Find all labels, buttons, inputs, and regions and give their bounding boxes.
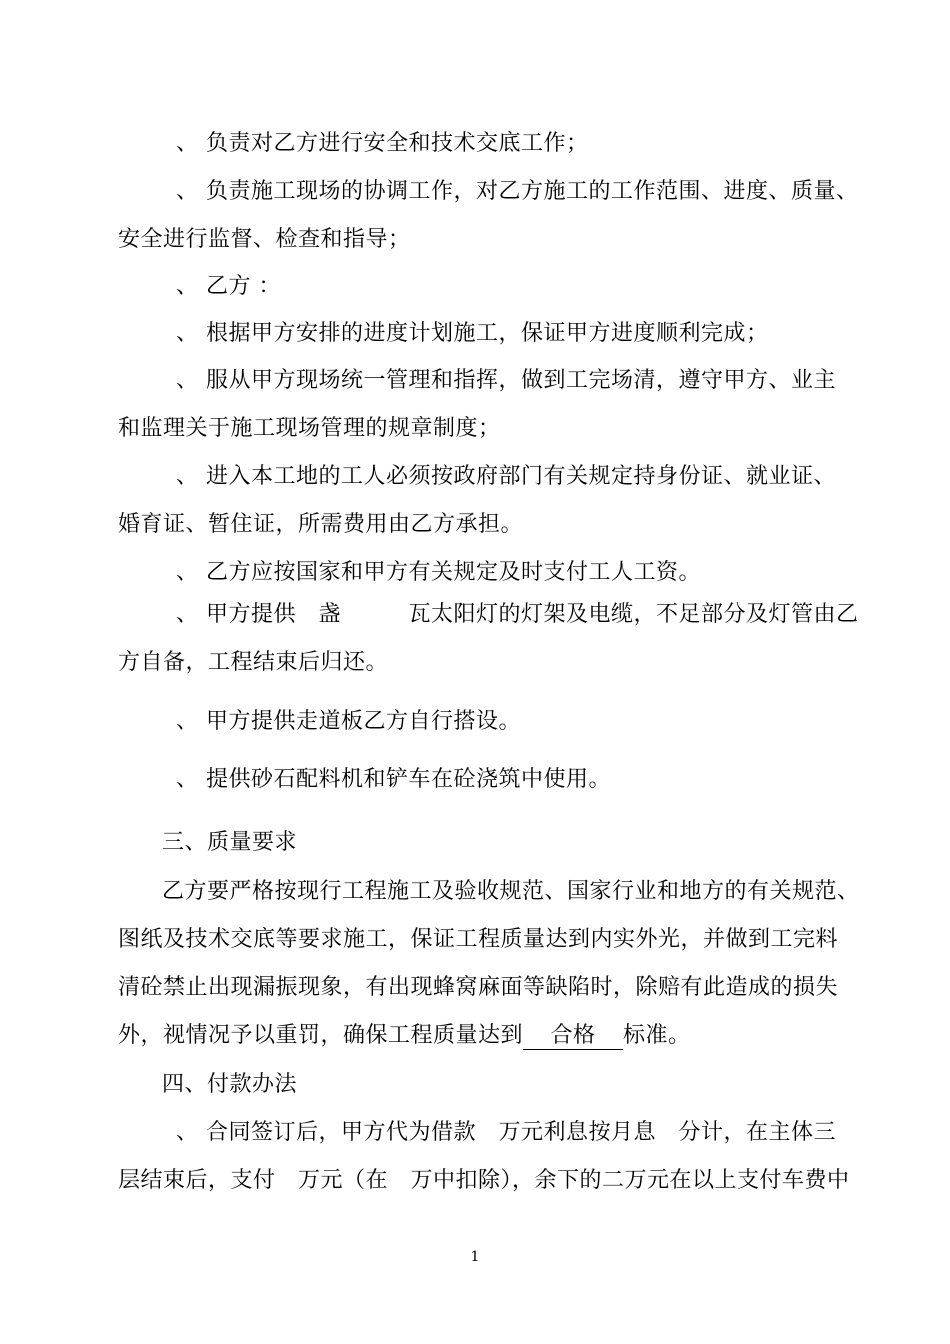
- text-line: 、 负责施工现场的协调工作，对乙方施工的工作范围、进度、质量、: [176, 179, 859, 204]
- quality-line-suffix: 标准。: [623, 1023, 691, 1048]
- text-line: 、 乙方 ：: [176, 274, 281, 299]
- section-heading: 三、质量要求: [162, 830, 298, 855]
- text-line: 、 服从甲方现场统一管理和指挥，做到工完场清，遵守甲方、业主: [176, 368, 836, 393]
- quality-line-prefix: 外，视情况予以重罚，确保工程质量达到: [118, 1023, 524, 1048]
- quality-standard-value: 合格: [523, 1023, 623, 1050]
- text-line: 、 乙方应按国家和甲方有关规定及时支付工人工资。: [176, 560, 701, 585]
- text-line: 安全进行监督、检查和指导；: [118, 227, 411, 252]
- text-line: 、 甲方提供 盏 瓦太阳灯的灯架及电缆，不足部分及灯管由乙: [176, 602, 859, 627]
- text-line: 、 合同签订后，甲方代为借款 万元利息按月息 分计，在主体三: [176, 1120, 836, 1145]
- text-line: 层结束后，支付 万元（在 万中扣除），余下的二万元在以上支付车费中: [118, 1168, 850, 1193]
- text-line: 清砼禁止出现漏振现象，有出现蜂窝麻面等缺陷时，除赔有此造成的损失: [118, 975, 839, 1000]
- text-line: 、 根据甲方安排的进度计划施工，保证甲方进度顺利完成；: [176, 321, 769, 346]
- text-line: 和监理关于施工现场管理的规章制度；: [118, 416, 501, 441]
- text-line: 乙方要严格按现行工程施工及验收规范、国家行业和地方的有关规范、: [162, 879, 860, 904]
- page-number: 1: [470, 1249, 480, 1265]
- text-line: 婚育证、暂住证，所需费用由乙方承担。: [118, 512, 524, 537]
- section-heading: 四、付款办法: [162, 1072, 298, 1097]
- text-line: 图纸及技术交底等要求施工，保证工程质量达到内实外光，并做到工完料: [118, 927, 839, 952]
- text-line: 、 甲方提供走道板乙方自行搭设。: [176, 709, 521, 734]
- quality-standard-line: [118, 1021, 691, 1051]
- text-line: 、 提供砂石配料机和铲车在砼浇筑中使用。: [176, 767, 611, 792]
- text-line: 方自备，工程结束后归还。: [118, 650, 389, 675]
- text-line: 、 负责对乙方进行安全和技术交底工作；: [176, 131, 589, 156]
- text-line: 、 进入本工地的工人必须按政府部门有关规定持身份证、就业证、: [176, 464, 836, 489]
